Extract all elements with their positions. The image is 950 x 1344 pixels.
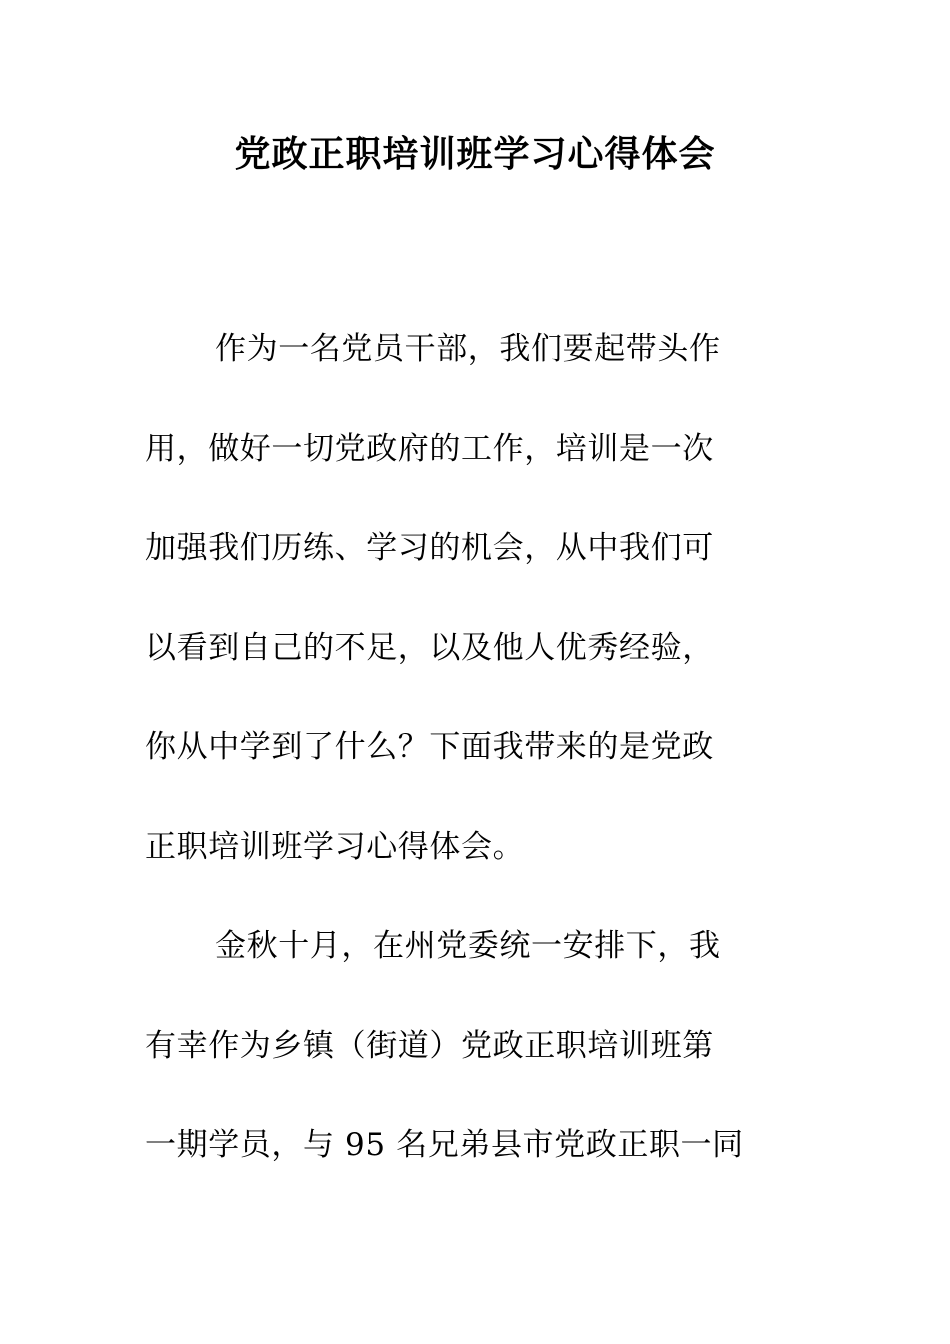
text-line: 加强我们历练、学习的机会，从中我们可 bbox=[145, 530, 714, 566]
text-line: 以看到自己的不足，以及他人优秀经验， bbox=[145, 629, 714, 666]
text-line: 一期学员，与 95 名兄弟县市党政正职一同 bbox=[145, 1127, 744, 1163]
text-line: 作为一名党员干部，我们要起带头作 bbox=[215, 331, 721, 367]
text-line: 你从中学到了什么？下面我带来的是党政 bbox=[145, 729, 714, 765]
text-line: 金秋十月，在州党委统一安排下，我 bbox=[215, 928, 721, 964]
paragraph-intro bbox=[145, 300, 805, 897]
document-body bbox=[145, 300, 805, 1196]
document-title: 党政正职培训班学习心得体会 bbox=[234, 133, 716, 175]
text-line: 有幸作为乡镇（街道）党政正职培训班第 bbox=[145, 1027, 714, 1064]
paragraph-main bbox=[145, 897, 805, 1196]
text-line: 用，做好一切党政府的工作，培训是一次 bbox=[145, 430, 714, 467]
text-line: 正职培训班学习心得体会。 bbox=[145, 828, 525, 865]
